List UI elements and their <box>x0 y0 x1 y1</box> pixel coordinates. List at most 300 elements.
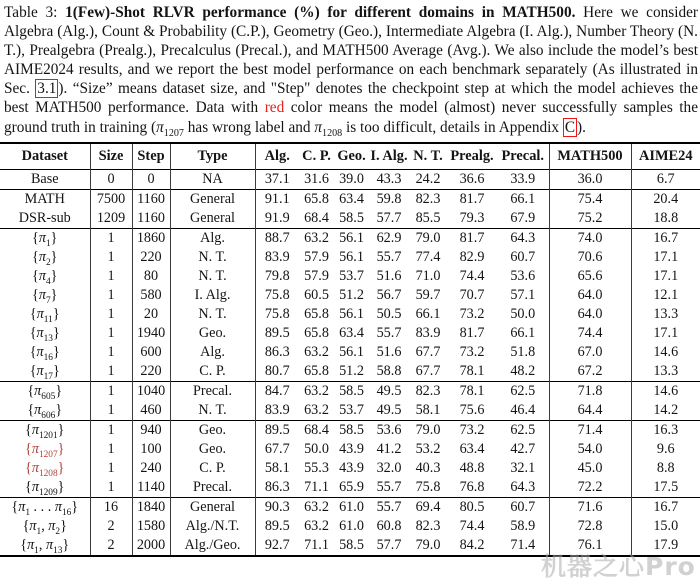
label-text: 2 <box>45 257 51 268</box>
domain-score-cell: 50.5 <box>376 305 402 322</box>
step-cell: 240 <box>132 459 170 478</box>
domain-score-cell: 71.1 <box>304 478 329 495</box>
dataset-cell <box>0 228 90 248</box>
col-header-size: Size <box>90 143 132 170</box>
table-row <box>0 381 700 401</box>
caption-text: is too difficult, details in Appendix <box>342 118 563 136</box>
table-row <box>0 497 700 517</box>
domain-score-cell: 82.3 <box>415 517 441 534</box>
table-row <box>0 267 700 286</box>
size-cell: 1 <box>90 286 132 305</box>
domain-score-cell: 65.9 <box>339 478 364 495</box>
math500-cell: 74.0 <box>549 228 631 248</box>
label-text: 17 <box>43 371 53 382</box>
domain-score-cell: 63.4 <box>339 324 364 341</box>
size-cell: 1 <box>90 459 132 478</box>
domain-score-cell: 43.3 <box>376 170 402 187</box>
domain-score-cell: 46.4 <box>510 401 536 418</box>
table-section-4 <box>0 420 700 497</box>
math500-cell: 74.4 <box>549 324 631 343</box>
math500-cell: 71.6 <box>549 497 631 517</box>
caption-text: ). “Size” means dataset size, and "Step" denotes the checkpoint step at which the model achieves the best MATH500 performance. Data with <box>4 80 698 117</box>
pi-symbol: π <box>29 517 37 534</box>
aime24-cell: 17.5 <box>653 478 679 495</box>
aime24-cell: 15.0 <box>653 517 679 534</box>
domain-score-cell: 40.3 <box>415 459 441 476</box>
pi-symbol: π <box>31 459 39 476</box>
label-text: 16 <box>43 352 53 363</box>
label-text: { <box>29 305 37 322</box>
size-cell: 1 <box>90 324 132 343</box>
table-section-1 <box>0 189 700 228</box>
domain-score-cell: 58.5 <box>339 382 364 399</box>
domain-score-cell: 42.7 <box>510 440 536 457</box>
domain-score-cell: 58.8 <box>376 362 402 379</box>
size-cell: 1 <box>90 381 132 401</box>
math500-cell: 36.0 <box>549 169 631 189</box>
dataset-cell <box>0 497 90 517</box>
label-text: 11 <box>43 314 53 325</box>
col-header-aime24: AIME24 <box>638 147 693 164</box>
aime24-cell: 9.6 <box>656 440 675 457</box>
domain-score-cell: 63.2 <box>304 401 329 418</box>
domain-score-cell: 37.1 <box>264 170 290 187</box>
math500-cell: 64.0 <box>549 305 631 324</box>
label-text: { <box>32 248 39 265</box>
table-section-2 <box>0 228 700 381</box>
domain-score-cell: 81.7 <box>459 229 485 246</box>
caption-text: has wrong label and <box>183 118 315 136</box>
math500-cell: 65.6 <box>549 267 631 286</box>
table-row <box>0 324 700 343</box>
table-row <box>0 305 700 324</box>
type-cell: C. P. <box>170 362 255 382</box>
domain-score-cell: 63.2 <box>304 229 329 246</box>
domain-score-cell: 63.2 <box>304 517 329 534</box>
step-cell: 1140 <box>132 478 170 498</box>
appendix-ref-link[interactable]: C <box>564 118 576 136</box>
label-text: 1209 <box>38 487 58 498</box>
domain-score-cell: 74.4 <box>459 267 485 284</box>
dataset-cell <box>0 324 90 343</box>
pi-symbol: π <box>38 229 46 246</box>
domain-score-cell: 55.7 <box>376 324 402 341</box>
col-header-geo: Geo. <box>337 147 366 164</box>
size-cell: 1 <box>90 248 132 267</box>
pi-symbol: π <box>48 517 56 534</box>
pi-symbol: π <box>31 478 39 495</box>
label-text: { <box>29 324 37 341</box>
label-text: 2 <box>55 526 61 537</box>
type-cell: Alg./N.T. <box>170 517 255 536</box>
domain-score-cell: 67.7 <box>415 343 441 360</box>
pi-symbol: π <box>38 248 46 265</box>
domain-score-cell: 51.2 <box>339 286 364 303</box>
domain-score-cell: 57.9 <box>304 267 329 284</box>
col-header-dataset: Dataset <box>21 147 68 164</box>
pi-symbol: π <box>18 498 26 515</box>
math500-cell: 75.2 <box>549 209 631 229</box>
domain-score-cell: 75.8 <box>415 478 441 495</box>
domain-score-cell: 63.4 <box>339 190 364 207</box>
domain-score-cell: 88.7 <box>264 229 290 246</box>
dataset-cell <box>0 169 90 189</box>
domain-score-cell: 53.6 <box>510 267 536 284</box>
domain-score-cell: 39.0 <box>339 170 364 187</box>
aime24-cell: 17.1 <box>653 324 679 341</box>
aime24-cell: 18.8 <box>653 209 679 226</box>
domain-score-cell: 58.1 <box>264 459 290 476</box>
domain-score-cell: 62.9 <box>376 229 402 246</box>
domain-score-cell: 43.9 <box>339 459 364 476</box>
math500-cell: 71.8 <box>549 381 631 401</box>
domain-score-cell: 77.4 <box>415 248 441 265</box>
pi-subscript: 1208 <box>322 127 343 139</box>
step-cell: 1160 <box>132 189 170 209</box>
dataset-cell <box>0 343 90 362</box>
size-cell: 1 <box>90 478 132 498</box>
domain-score-cell: 79.0 <box>415 421 441 438</box>
domain-score-cell: 90.3 <box>264 498 290 515</box>
label-text: { <box>25 478 32 495</box>
label-text: } <box>57 459 65 476</box>
aime24-cell: 13.3 <box>653 362 679 379</box>
table-section-5 <box>0 497 700 556</box>
label-text: } <box>57 478 65 495</box>
domain-score-cell: 60.5 <box>304 286 329 303</box>
math500-cell: 54.0 <box>549 440 631 459</box>
domain-score-cell: 32.0 <box>376 459 402 476</box>
domain-score-cell: 31.6 <box>304 170 329 187</box>
pi-symbol: π <box>314 118 323 136</box>
label-text: 1 <box>36 526 42 537</box>
step-cell: 600 <box>132 343 170 362</box>
label-text: } <box>57 421 65 438</box>
domain-score-cell: 83.9 <box>264 248 290 265</box>
dataset-cell <box>0 286 90 305</box>
table-row <box>0 459 700 478</box>
domain-score-cell: 51.6 <box>376 343 402 360</box>
domain-score-cell: 80.5 <box>459 498 485 515</box>
table-section-0 <box>0 169 700 189</box>
type-cell: Geo. <box>170 324 255 343</box>
domain-score-cell: 79.3 <box>459 209 485 226</box>
domain-score-cell: 71.1 <box>304 536 329 553</box>
domain-score-cell: 51.8 <box>510 343 536 360</box>
table-row <box>0 248 700 267</box>
type-cell: Alg./Geo. <box>170 536 255 556</box>
domain-score-cell: 63.2 <box>304 498 329 515</box>
table-row <box>0 286 700 305</box>
label-text: { <box>29 343 37 360</box>
domain-score-cell: 80.7 <box>264 362 290 379</box>
domain-score-cell: 58.5 <box>339 209 364 226</box>
label-text: } <box>52 362 60 379</box>
label-text: 1 <box>45 238 51 249</box>
domain-score-cell: 58.5 <box>339 421 364 438</box>
label-text: 1201 <box>38 430 58 441</box>
step-cell: 1840 <box>132 497 170 517</box>
domain-score-cell: 50.0 <box>304 440 329 457</box>
domain-score-cell: 48.2 <box>510 362 536 379</box>
domain-score-cell: 89.5 <box>264 324 290 341</box>
type-cell: General <box>170 189 255 209</box>
domain-score-cell: 53.6 <box>376 421 402 438</box>
domain-score-cell: 41.2 <box>376 440 402 457</box>
dataset-cell <box>0 420 90 440</box>
domain-score-cell: 66.1 <box>415 305 441 322</box>
dataset-cell <box>0 536 90 556</box>
domain-score-cell: 70.7 <box>459 286 485 303</box>
size-cell: 2 <box>90 536 132 556</box>
label-text: } <box>52 324 60 341</box>
size-cell: 1 <box>90 362 132 382</box>
size-cell: 1 <box>90 267 132 286</box>
step-cell: 1580 <box>132 517 170 536</box>
dataset-cell <box>0 267 90 286</box>
step-cell: 2000 <box>132 536 170 556</box>
domain-score-cell: 84.7 <box>264 382 290 399</box>
type-cell: N. T. <box>170 248 255 267</box>
label-text: } <box>71 498 79 515</box>
aime24-cell: 17.1 <box>653 267 679 284</box>
domain-score-cell: 58.9 <box>510 517 536 534</box>
col-header-step: Step <box>132 143 170 170</box>
domain-score-cell: 75.8 <box>264 305 290 322</box>
dataset-cell <box>0 305 90 324</box>
label-text: . . . <box>30 498 55 515</box>
size-cell: 2 <box>90 517 132 536</box>
domain-score-cell: 63.4 <box>459 440 485 457</box>
label-text: } <box>57 440 65 457</box>
label-text: { <box>25 440 32 457</box>
domain-score-cell: 64.3 <box>510 229 536 246</box>
aime24-cell: 13.3 <box>653 305 679 322</box>
domain-score-cell: 68.4 <box>304 421 329 438</box>
domain-score-cell: 49.5 <box>376 382 402 399</box>
aime24-cell: 16.3 <box>653 421 679 438</box>
math500-cell: 76.1 <box>549 536 631 556</box>
aime24-cell: 8.8 <box>656 459 675 476</box>
domain-score-cell: 81.7 <box>459 324 485 341</box>
label-text: } <box>55 401 63 418</box>
label-text: 1208 <box>38 468 58 479</box>
math500-cell: 64.0 <box>549 286 631 305</box>
dataset-cell <box>0 209 90 229</box>
label-text: { <box>27 382 35 399</box>
caption-title-bold: 1(Few)-Shot RLVR performance (%) for different domains in MATH500. <box>65 4 576 21</box>
domain-score-cell: 43.9 <box>339 440 364 457</box>
label-text: { <box>25 421 32 438</box>
type-cell: C. P. <box>170 459 255 478</box>
dataset-cell <box>0 362 90 382</box>
math500-cell: 72.8 <box>549 517 631 536</box>
domain-score-cell: 36.6 <box>459 170 485 187</box>
type-cell: N. T. <box>170 401 255 421</box>
section-ref-link[interactable]: 3.1 <box>37 80 57 98</box>
pi-symbol: π <box>45 536 54 553</box>
table-row <box>0 517 700 536</box>
math500-cell: 70.6 <box>549 248 631 267</box>
domain-score-cell: 63.2 <box>304 382 329 399</box>
label-text: DSR-sub <box>18 209 71 226</box>
domain-score-cell: 82.9 <box>459 248 485 265</box>
domain-score-cell: 85.5 <box>415 209 441 226</box>
domain-score-cell: 73.2 <box>459 305 485 322</box>
domain-score-cell: 92.7 <box>264 536 290 553</box>
label-text: { <box>27 401 35 418</box>
table-row <box>0 169 700 189</box>
aime24-cell: 16.7 <box>653 498 679 515</box>
label-text: , <box>38 536 46 553</box>
domain-score-cell: 33.9 <box>510 170 536 187</box>
domain-score-cell: 78.1 <box>459 362 485 379</box>
domain-score-cell: 58.5 <box>339 536 364 553</box>
step-cell: 1940 <box>132 324 170 343</box>
pi-symbol: π <box>27 536 35 553</box>
aime24-cell: 20.4 <box>653 190 679 207</box>
table-row <box>0 362 700 382</box>
domain-score-cell: 73.2 <box>459 421 485 438</box>
domain-score-cell: 62.5 <box>510 382 536 399</box>
aime24-cell: 6.7 <box>656 170 675 187</box>
label-text: { <box>22 517 30 534</box>
size-cell: 1 <box>90 440 132 459</box>
step-cell: 1040 <box>132 381 170 401</box>
size-cell: 1 <box>90 420 132 440</box>
domain-score-cell: 89.5 <box>264 421 290 438</box>
domain-score-cell: 65.8 <box>304 362 329 379</box>
label-text: } <box>50 286 58 303</box>
type-cell: Alg. <box>170 343 255 362</box>
domain-score-cell: 49.5 <box>376 401 402 418</box>
domain-score-cell: 59.8 <box>376 190 402 207</box>
col-header-type: Type <box>170 143 255 170</box>
dataset-cell <box>0 189 90 209</box>
domain-score-cell: 57.9 <box>304 248 329 265</box>
aime24-cell: 14.6 <box>653 343 679 360</box>
size-cell: 1 <box>90 343 132 362</box>
domain-score-cell: 61.0 <box>339 498 364 515</box>
table-row <box>0 228 700 248</box>
label-text: 4 <box>45 276 51 287</box>
step-cell: 80 <box>132 267 170 286</box>
step-cell: 1160 <box>132 209 170 229</box>
dataset-cell <box>0 440 90 459</box>
size-cell: 7500 <box>90 189 132 209</box>
math500-cell: 67.0 <box>549 343 631 362</box>
math500-cell: 67.2 <box>549 362 631 382</box>
type-cell: NA <box>170 169 255 189</box>
col-header-alg: Alg. <box>264 147 290 164</box>
domain-score-cell: 86.3 <box>264 343 290 360</box>
step-cell: 1860 <box>132 228 170 248</box>
domain-score-cell: 65.8 <box>304 324 329 341</box>
pi-symbol: π <box>36 305 44 322</box>
domain-score-cell: 75.6 <box>459 401 485 418</box>
table-row <box>0 189 700 209</box>
dataset-cell <box>0 401 90 421</box>
label-text: { <box>32 267 39 284</box>
label-text: { <box>29 362 37 379</box>
results-table <box>0 142 700 557</box>
domain-score-cell: 67.7 <box>264 440 290 457</box>
table-row <box>0 478 700 498</box>
domain-score-cell: 65.8 <box>304 305 329 322</box>
table-row <box>0 401 700 421</box>
domain-score-cell: 68.4 <box>304 209 329 226</box>
caption-text: color means the model (almost) never successfully samples the ground truth in training ( <box>4 99 698 136</box>
domain-score-cell: 58.1 <box>415 401 441 418</box>
domain-score-cell: 83.9 <box>415 324 441 341</box>
domain-score-cell: 56.1 <box>339 305 364 322</box>
table-row <box>0 209 700 229</box>
table-row <box>0 536 700 556</box>
math500-cell: 64.4 <box>549 401 631 421</box>
col-header-math500: MATH500 <box>549 143 631 170</box>
header-row <box>0 143 700 170</box>
domain-score-cell: 48.8 <box>459 459 485 476</box>
label-text: } <box>50 267 58 284</box>
domain-score-cell: 64.3 <box>510 478 536 495</box>
domain-score-cell: 63.2 <box>304 343 329 360</box>
label-text: MATH <box>24 190 65 207</box>
step-cell: 20 <box>132 305 170 324</box>
col-header-precal: Precal. <box>501 147 544 164</box>
domain-score-cell: 86.3 <box>264 478 290 495</box>
caption-text: Here we consider Algebra (Alg.), Count & Probability (C.P.), Geometry (Geo.), Intermediate Algebra (I. Alg.), Number Theory (N. T.), Prealgebra (Prealg.), Precalculus (Precal.), and MATH500 Average (Avg.). We also include the model’s best AIME2024 results, and we report the best model performance on each benchmark separately (As illustrated in Sec. <box>4 4 698 98</box>
dataset-cell <box>0 478 90 498</box>
pi-symbol: π <box>31 421 39 438</box>
domain-score-cell: 91.1 <box>264 190 290 207</box>
pi-symbol: π <box>38 267 46 284</box>
pi-symbol: π <box>36 362 44 379</box>
label-text: 1 <box>25 507 30 518</box>
domain-score-cell: 74.4 <box>459 517 485 534</box>
label-text: } <box>50 229 58 246</box>
label-text: } <box>60 517 67 534</box>
size-cell: 16 <box>90 497 132 517</box>
table-section-3 <box>0 381 700 420</box>
aime24-cell: 12.1 <box>653 286 679 303</box>
label-text: 1 <box>34 545 39 556</box>
domain-score-cell: 91.9 <box>264 209 290 226</box>
domain-score-cell: 51.6 <box>376 267 402 284</box>
domain-score-cell: 61.0 <box>339 517 364 534</box>
domain-score-cell: 76.8 <box>459 478 485 495</box>
domain-score-cell: 75.8 <box>264 286 290 303</box>
domain-score-cell: 57.1 <box>510 286 536 303</box>
domain-score-cell: 71.0 <box>415 267 441 284</box>
caption-label: Table 3: <box>4 4 66 21</box>
domain-score-cell: 82.3 <box>415 382 441 399</box>
domain-score-cell: 55.7 <box>376 478 402 495</box>
domain-score-cell: 56.1 <box>339 229 364 246</box>
domain-score-cell: 60.7 <box>510 498 536 515</box>
type-cell: N. T. <box>170 267 255 286</box>
domain-score-cell: 71.4 <box>510 536 536 553</box>
step-cell: 0 <box>132 169 170 189</box>
pi-symbol: π <box>38 286 46 303</box>
math500-cell: 45.0 <box>549 459 631 478</box>
label-text: { <box>11 498 19 515</box>
label-text: Base <box>30 170 59 187</box>
domain-score-cell: 57.7 <box>376 536 402 553</box>
step-cell: 220 <box>132 362 170 382</box>
pi-symbol: π <box>36 324 44 341</box>
label-text: } <box>52 343 60 360</box>
label-text: { <box>20 536 28 553</box>
